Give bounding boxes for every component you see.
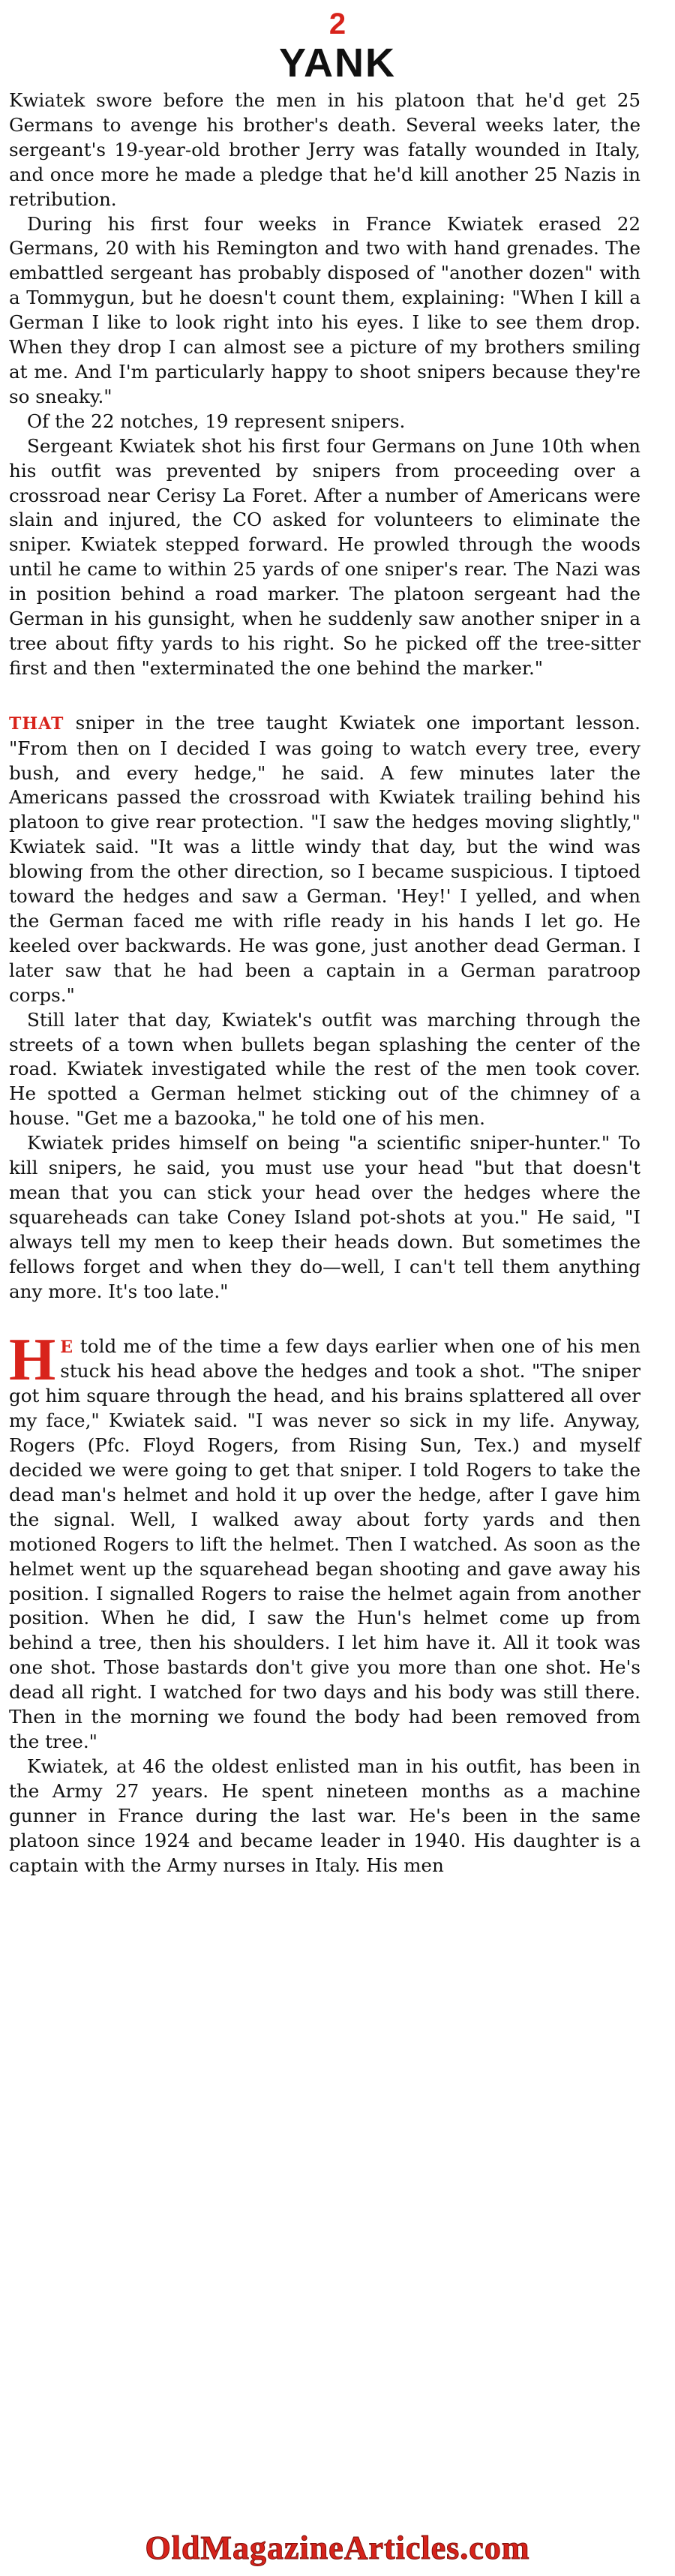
paragraph: Kwiatek prides himself on being "a scientific sniper-hunter." To kill snipers, he said, you must use your head "but that doesn't mean that you can stick your head over the hedges where the squareheads can take Coney Island pot-shots at you." He said, "I always tell my men to keep their heads down. But sometimes the fellows forget and when they do—well, I can't tell them anything any more. It's too late." — [9, 1132, 640, 1302]
section-lead-letter: E — [60, 1337, 74, 1357]
section-lead-word: THAT — [9, 713, 64, 734]
section-lead-paragraph — [9, 1326, 640, 1755]
article-body — [9, 89, 640, 1878]
paragraph: Kwiatek swore before the men in his platoon that he'd get 25 Germans to avenge his brother's death. Several weeks later, the sergeant's 19-year-old brother Jerry was fatally wounded in Italy, and once more he made a pledge that he'd kill another 25 Nazis in retribution. — [9, 89, 640, 210]
paragraph: Sergeant Kwiatek shot his first four Germans on June 10th when his outfit was prevented by snipers from proceeding over a crossroad near Cerisy La Foret. After a number of Americans were slain and injured, the CO asked for volunteers to eliminate the sniper. Kwiatek stepped forward. He prowled through the woods until he came to within 25 yards of one sniper's rear. The Nazi was in position behind a road marker. The platoon sergeant had the German in his gunsight, when he suddenly saw another sniper in a tree about fifty yards to his right. So he picked off the tree-sitter first and then "exterminated the one behind the marker." — [9, 434, 640, 679]
section-break — [9, 681, 640, 711]
source-watermark — [0, 2528, 675, 2568]
paragraph: Kwiatek, at 46 the oldest enlisted man in his outfit, has been in the Army 27 years. He spent nineteen months as a machine gunner in France during the last war. He's been in the same platoon since 1924 and became leader in 1940. His daughter is a captain with the Army nurses in Italy. His men — [9, 1755, 640, 1876]
watermark-text: OldMagazineArticles.com — [145, 2529, 530, 2566]
paragraph: Still later that day, Kwiatek's outfit was marching through the streets of a town when bullets began splashing the center of the road. Kwiatek investigated while the rest of the men took cover. He spotted a German helmet sticking out of the chimney of a house. "Get me a bazooka," he told one of his men. — [9, 1008, 640, 1130]
drop-cap-letter: H — [9, 1326, 56, 1393]
paragraph: During his first four weeks in France Kwiatek erased 22 Germans, 20 with his Remington and two with hand grenades. The embattled sergeant has probably disposed of "another dozen" with a Tommygun, but he doesn't count them, explaining: "When I kill a German I like to look right into his eyes. I like to see them drop. When they drop I can almost see a picture of my brothers smiling at me. And I'm particularly happy to shoot snipers because they're so sneaky." — [9, 212, 640, 407]
section-lead-text: told me of the time a few days earlier when one of his men stuck his head above the hedges and took a shot. "The sniper got him square through the head, and his brains splattered all over my face," Kwiatek said. "I was never so sick in my life. Anyway, Rogers (Pfc. Floyd Rogers, from Rising Sun, Tex.) and myself decided we were going to get that sniper. I told Rogers to take the dead man's helmet and hold it up over the hedge, after I gave him the signal. Well, I walked away about forty yards and then motioned Rogers to lift the helmet. Then I watched. As soon as the helmet went up the squarehead began shooting and gave away his position. I signalled Rogers to raise the helmet again from another position. When he did, I saw the Hun's helmet come up from behind a tree, then his shoulders. I let him have it. All it took was one shot. Those bastards don't give you more than one shot. He's dead all right. I watched for two days and his body was still there. Then in the morning we found the body had been removed from the tree." — [9, 1335, 640, 1752]
page-number: 2 — [328, 8, 346, 41]
section-lead-text: sniper in the tree taught Kwiatek one important lesson. "From then on I decided I was going to watch every tree, every bush, and every hedge," he said. A few minutes later the Americans passed the crossroad with Kwiatek trailing behind his platoon to give rear protection. "I saw the hedges moving slightly," Kwiatek said. "It was a little windy that day, but the wind was blowing from the other direction, so I became suspicious. I tiptoed toward the hedges and saw a German. 'Hey!' I yelled, and when the German faced me with rifle ready in his hands I let go. He keeled over backwards. He was gone, just another dead German. I later saw that he had been a captain in a German paratroop corps." — [9, 711, 640, 1006]
section-break — [9, 1305, 640, 1335]
section-lead-paragraph — [9, 711, 640, 1008]
masthead-title: YANK — [278, 41, 397, 86]
paragraph: Of the 22 notches, 19 represent snipers. — [27, 410, 406, 432]
